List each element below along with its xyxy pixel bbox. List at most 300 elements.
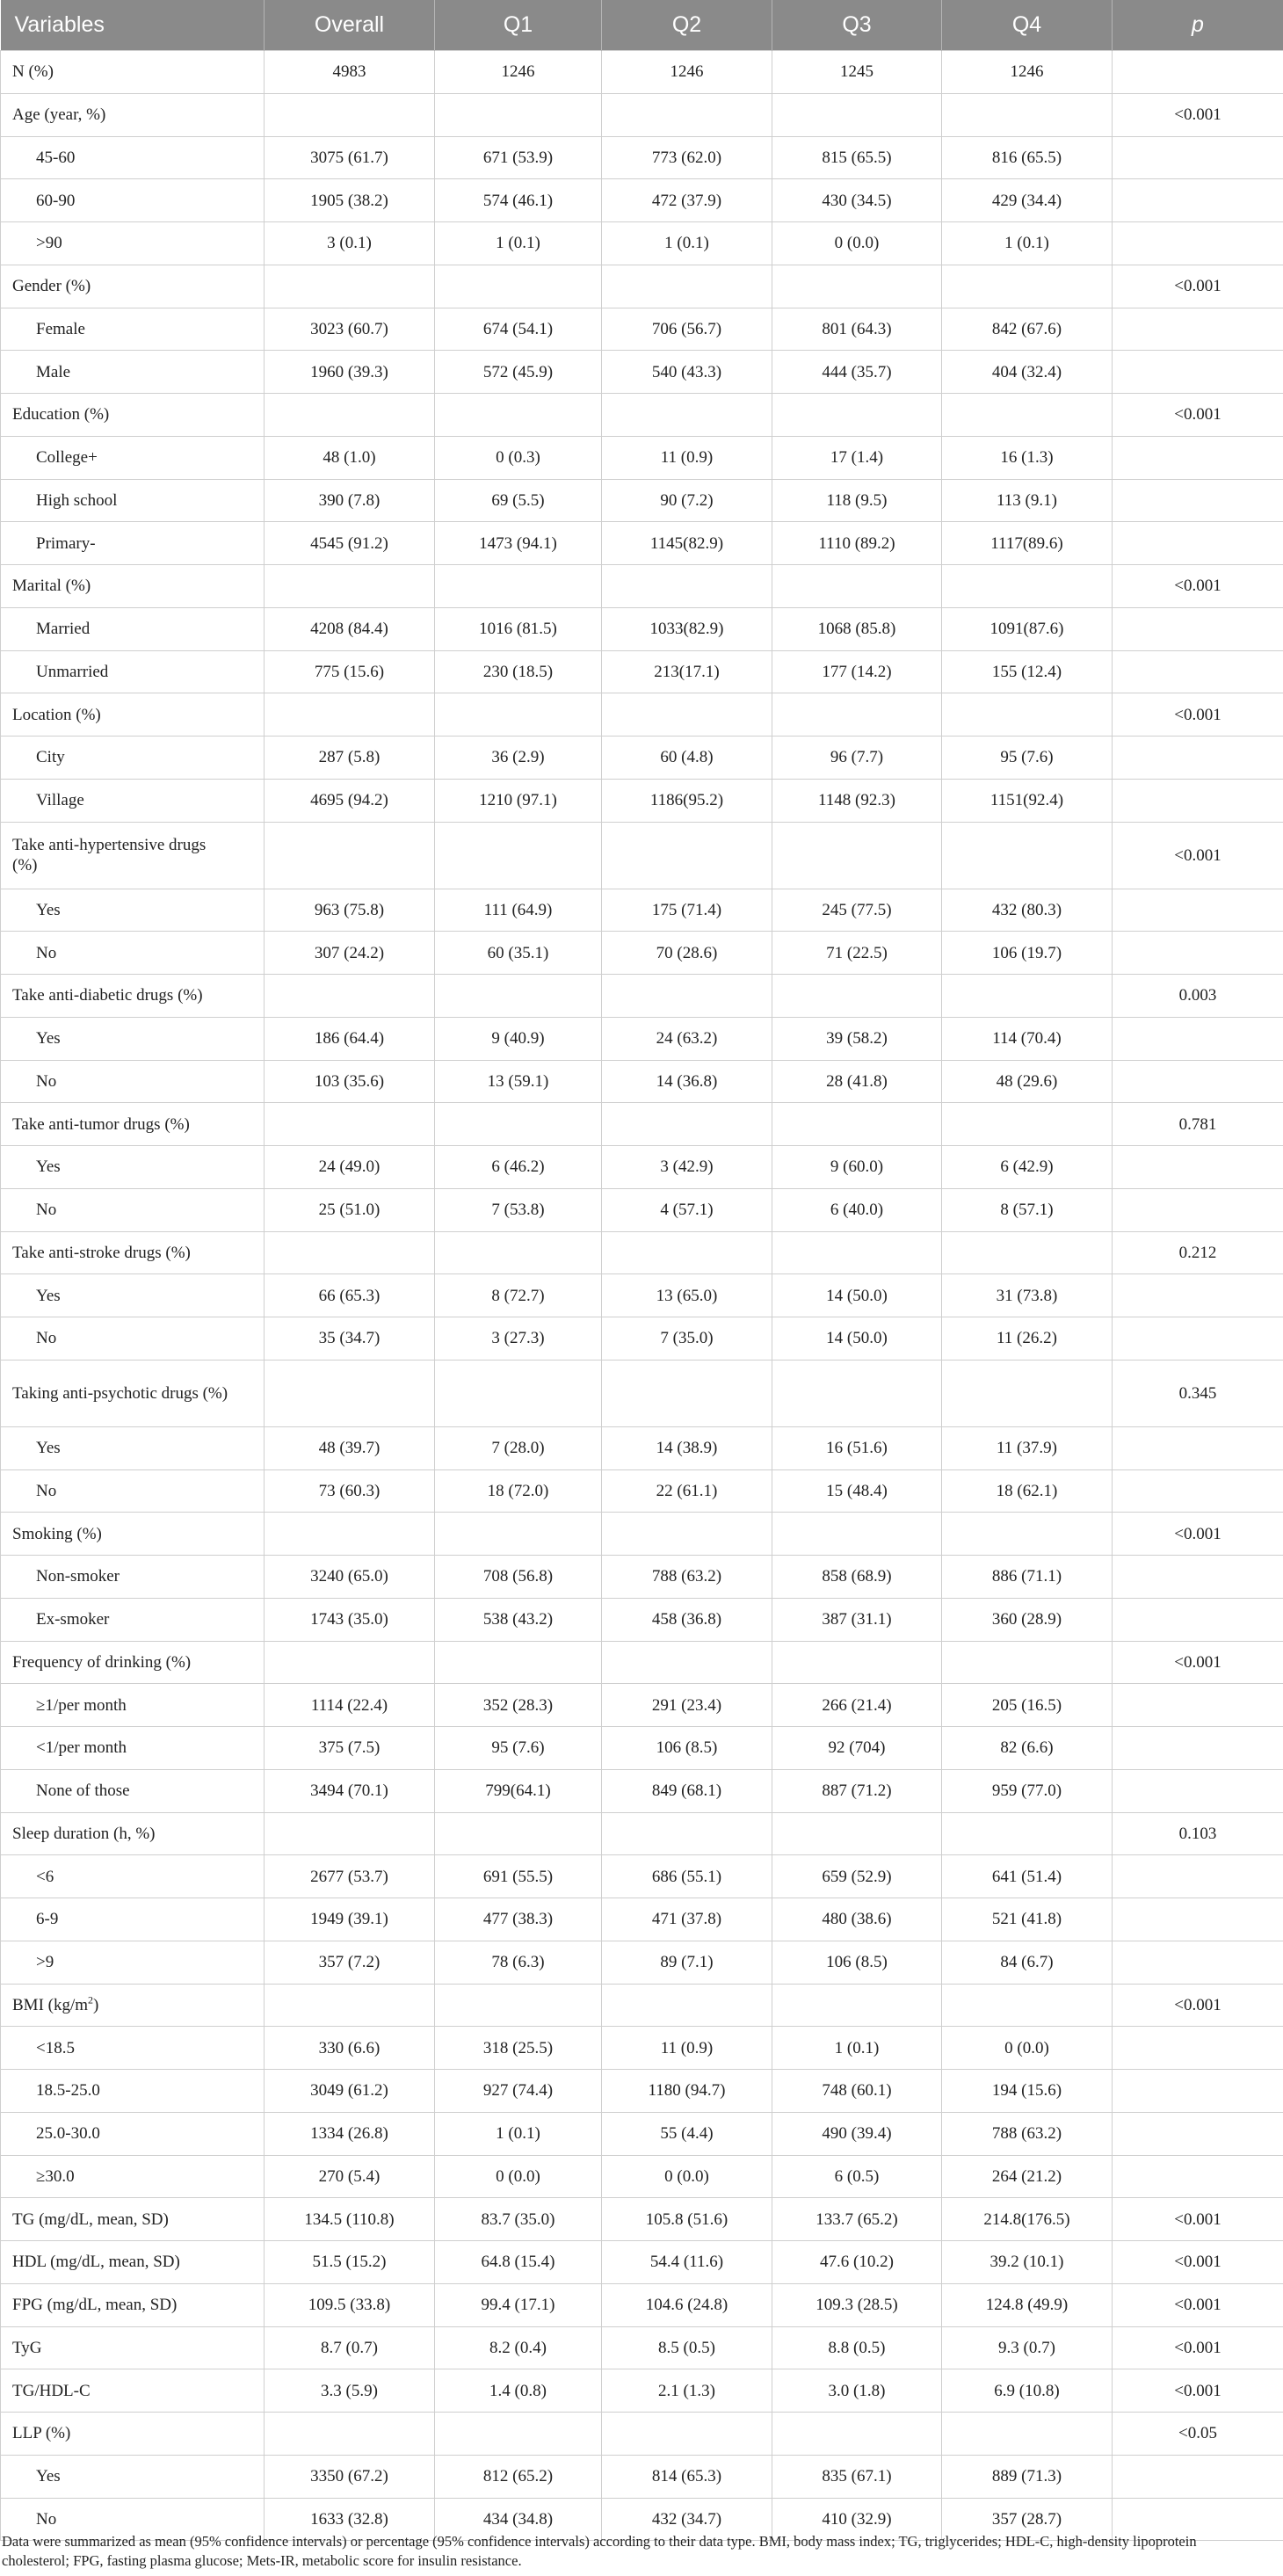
cell-q4: 106 (19.7) (942, 932, 1113, 975)
cell-overall: 66 (65.3) (265, 1274, 435, 1317)
cell-q2: 2.1 (1.3) (602, 2369, 772, 2413)
row-label (1, 1360, 265, 1426)
cell-p (1113, 1769, 1283, 1812)
cell-q4: 48 (29.6) (942, 1060, 1113, 1103)
table-row (1, 1103, 1283, 1146)
cell-q4 (942, 1513, 1113, 1556)
table-row (1, 1360, 1283, 1426)
cell-q1: 7 (28.0) (435, 1426, 602, 1469)
table-row (1, 1855, 1283, 1898)
cell-overall: 3350 (67.2) (265, 2455, 435, 2498)
row-label (1, 1060, 265, 1103)
table-row (1, 2027, 1283, 2070)
cell-p: <0.001 (1113, 1513, 1283, 1556)
cell-q1: 799(64.1) (435, 1769, 602, 1812)
cell-overall (265, 1984, 435, 2027)
cell-q1 (435, 265, 602, 308)
cell-q3: 410 (32.9) (772, 2498, 942, 2541)
cell-q3: 96 (7.7) (772, 737, 942, 780)
header-q2: Q2 (602, 0, 772, 51)
table-row (1, 1231, 1283, 1274)
cell-p (1113, 1274, 1283, 1317)
cell-q4 (942, 93, 1113, 136)
cell-p (1113, 2027, 1283, 2070)
cell-p: <0.001 (1113, 2326, 1283, 2369)
cell-overall: 357 (7.2) (265, 1941, 435, 1984)
row-label-text: LLP (%) (12, 2424, 71, 2443)
cell-overall: 1114 (22.4) (265, 1684, 435, 1727)
cell-p (1113, 2155, 1283, 2198)
cell-q1: 927 (74.4) (435, 2070, 602, 2113)
row-label-text: ≥30.0 (36, 2166, 75, 2186)
row-label (1, 1146, 265, 1189)
cell-p (1113, 2112, 1283, 2155)
cell-q1: 572 (45.9) (435, 351, 602, 394)
cell-q4: 1246 (942, 51, 1113, 94)
cell-q1: 8 (72.7) (435, 1274, 602, 1317)
cell-p: <0.001 (1113, 265, 1283, 308)
cell-p: <0.001 (1113, 2198, 1283, 2241)
cell-q4: 194 (15.6) (942, 2070, 1113, 2113)
cell-q1: 538 (43.2) (435, 1598, 602, 1641)
row-label-text: Education (%) (12, 405, 110, 424)
row-label (1, 51, 265, 94)
cell-q1: 99.4 (17.1) (435, 2283, 602, 2326)
cell-q2 (602, 93, 772, 136)
row-label-text: No (36, 943, 57, 962)
row-label (1, 693, 265, 737)
row-label (1, 222, 265, 265)
row-label-text: Sleep duration (h, %) (12, 1824, 156, 1843)
cell-q2 (602, 2413, 772, 2456)
cell-q2: 60 (4.8) (602, 737, 772, 780)
table-body (1, 51, 1283, 2541)
cell-q2: 105.8 (51.6) (602, 2198, 772, 2241)
row-label-text: Take anti-tumor drugs (%) (12, 1114, 190, 1134)
cell-p (1113, 51, 1283, 94)
cell-p (1113, 1855, 1283, 1898)
cell-q4: 1151(92.4) (942, 779, 1113, 822)
row-label (1, 436, 265, 479)
row-label (1, 779, 265, 822)
row-label-text: No (36, 1329, 57, 1348)
cell-q1: 78 (6.3) (435, 1941, 602, 1984)
row-label-text: 6-9 (36, 1910, 59, 1929)
cell-q3 (772, 975, 942, 1018)
header-q4: Q4 (942, 0, 1113, 51)
row-label (1, 737, 265, 780)
cell-q4: 0 (0.0) (942, 2027, 1113, 2070)
table-row (1, 1469, 1283, 1513)
cell-q3: 177 (14.2) (772, 650, 942, 693)
cell-q4: 16 (1.3) (942, 436, 1113, 479)
cell-q3: 133.7 (65.2) (772, 2198, 942, 2241)
cell-q3: 245 (77.5) (772, 889, 942, 932)
cell-overall: 2677 (53.7) (265, 1855, 435, 1898)
row-label (1, 1598, 265, 1641)
row-label (1, 822, 265, 889)
cell-q4: 788 (63.2) (942, 2112, 1113, 2155)
cell-q4: 214.8(176.5) (942, 2198, 1113, 2241)
row-label-text: Married (36, 620, 91, 639)
cell-q2: 3 (42.9) (602, 1146, 772, 1189)
table-row (1, 1684, 1283, 1727)
cell-q3 (772, 265, 942, 308)
cell-q3: 14 (50.0) (772, 1274, 942, 1317)
row-label (1, 2413, 265, 2456)
cell-q1: 1016 (81.5) (435, 607, 602, 650)
header-q1: Q1 (435, 0, 602, 51)
table-row (1, 932, 1283, 975)
cell-p (1113, 737, 1283, 780)
table-row (1, 1812, 1283, 1855)
row-label-text: City (36, 748, 65, 767)
cell-overall (265, 394, 435, 437)
row-label (1, 136, 265, 179)
cell-q3: 92 (704) (772, 1727, 942, 1770)
cell-overall: 24 (49.0) (265, 1146, 435, 1189)
row-label (1, 932, 265, 975)
row-label-text: Village (36, 791, 84, 810)
cell-overall: 1633 (32.8) (265, 2498, 435, 2541)
cell-q4: 95 (7.6) (942, 737, 1113, 780)
cell-q1: 318 (25.5) (435, 2027, 602, 2070)
table-row (1, 1188, 1283, 1231)
cell-q2 (602, 1984, 772, 2027)
cell-q3 (772, 1812, 942, 1855)
cell-q4: 889 (71.3) (942, 2455, 1113, 2498)
cell-q4: 360 (28.9) (942, 1598, 1113, 1641)
cell-q3: 47.6 (10.2) (772, 2241, 942, 2284)
cell-overall: 1960 (39.3) (265, 351, 435, 394)
row-label (1, 1513, 265, 1556)
table-row (1, 1898, 1283, 1941)
table-row (1, 1317, 1283, 1361)
cell-q1: 36 (2.9) (435, 737, 602, 780)
row-label (1, 2283, 265, 2326)
row-label (1, 308, 265, 351)
cell-q4: 1117(89.6) (942, 522, 1113, 565)
row-label (1, 1188, 265, 1231)
table-row (1, 1017, 1283, 1060)
cell-p (1113, 436, 1283, 479)
cell-p (1113, 889, 1283, 932)
cell-overall: 3049 (61.2) (265, 2070, 435, 2113)
cell-q3 (772, 1513, 942, 1556)
row-label-text: Primary- (36, 533, 96, 553)
cell-q2: 14 (38.9) (602, 1426, 772, 1469)
cell-overall: 73 (60.3) (265, 1469, 435, 1513)
cell-p: <0.001 (1113, 822, 1283, 889)
cell-q4 (942, 1360, 1113, 1426)
cell-p: <0.001 (1113, 2283, 1283, 2326)
cell-q2: 540 (43.3) (602, 351, 772, 394)
cell-q2: 90 (7.2) (602, 479, 772, 522)
row-label (1, 1469, 265, 1513)
row-label (1, 2112, 265, 2155)
cell-q1 (435, 1360, 602, 1426)
row-label-text: TG/HDL-C (12, 2381, 91, 2400)
cell-q4: 6 (42.9) (942, 1146, 1113, 1189)
cell-p (1113, 1898, 1283, 1941)
row-label-text: None of those (36, 1781, 130, 1801)
cell-q4: 357 (28.7) (942, 2498, 1113, 2541)
row-label (1, 2198, 265, 2241)
table-row (1, 2413, 1283, 2456)
row-label (1, 1727, 265, 1770)
cell-q2: 686 (55.1) (602, 1855, 772, 1898)
cell-q1 (435, 1984, 602, 2027)
row-label-text: 18.5-25.0 (36, 2081, 100, 2101)
row-label-text: <18.5 (36, 2038, 75, 2057)
cell-p (1113, 351, 1283, 394)
row-label-text: Ex-smoker (36, 1610, 110, 1629)
cell-q1 (435, 1812, 602, 1855)
table-row (1, 1513, 1283, 1556)
row-label-text: ≥1/per month (36, 1695, 127, 1715)
cell-q4: 1091(87.6) (942, 607, 1113, 650)
cell-q1: 671 (53.9) (435, 136, 602, 179)
cell-p: 0.781 (1113, 1103, 1283, 1146)
row-label-text: Yes (36, 900, 61, 919)
cell-q2: 471 (37.8) (602, 1898, 772, 1941)
row-label (1, 1231, 265, 1274)
header-overall: Overall (265, 0, 435, 51)
row-label-text: Gender (%) (12, 277, 91, 296)
cell-q4: 124.8 (49.9) (942, 2283, 1113, 2326)
row-label (1, 2326, 265, 2369)
cell-q4 (942, 975, 1113, 1018)
cell-q2: 8.5 (0.5) (602, 2326, 772, 2369)
cell-p: <0.001 (1113, 565, 1283, 608)
row-label (1, 565, 265, 608)
cell-p: <0.001 (1113, 93, 1283, 136)
table-row (1, 1556, 1283, 1599)
cell-q4: 18 (62.1) (942, 1469, 1113, 1513)
table-row (1, 522, 1283, 565)
row-label-text: Yes (36, 1157, 61, 1177)
cell-q2: 788 (63.2) (602, 1556, 772, 1599)
cell-q4: 521 (41.8) (942, 1898, 1113, 1941)
cell-p: <0.001 (1113, 2369, 1283, 2413)
row-label (1, 394, 265, 437)
table-row (1, 2112, 1283, 2155)
cell-q1: 1246 (435, 51, 602, 94)
table-row (1, 1941, 1283, 1984)
cell-p: <0.001 (1113, 1984, 1283, 2027)
cell-q4 (942, 565, 1113, 608)
cell-q2: 291 (23.4) (602, 1684, 772, 1727)
cell-q2: 1246 (602, 51, 772, 94)
row-label (1, 2455, 265, 2498)
cell-p: <0.001 (1113, 693, 1283, 737)
cell-q1 (435, 2413, 602, 2456)
cell-p (1113, 222, 1283, 265)
cell-q2: 175 (71.4) (602, 889, 772, 932)
cell-q2: 13 (65.0) (602, 1274, 772, 1317)
cell-overall: 963 (75.8) (265, 889, 435, 932)
cell-q4: 641 (51.4) (942, 1855, 1113, 1898)
cell-q4: 264 (21.2) (942, 2155, 1113, 2198)
cell-q2: 472 (37.9) (602, 179, 772, 222)
cell-q2: 706 (56.7) (602, 308, 772, 351)
cell-q1: 69 (5.5) (435, 479, 602, 522)
cell-p (1113, 1556, 1283, 1599)
cell-overall: 270 (5.4) (265, 2155, 435, 2198)
row-label (1, 889, 265, 932)
cell-p (1113, 779, 1283, 822)
cell-q2: 1180 (94.7) (602, 2070, 772, 2113)
cell-q1: 0 (0.3) (435, 436, 602, 479)
cell-overall (265, 93, 435, 136)
cell-p (1113, 1188, 1283, 1231)
cell-p (1113, 1017, 1283, 1060)
row-label (1, 1855, 265, 1898)
cell-p (1113, 1727, 1283, 1770)
row-label-text: >90 (36, 234, 62, 253)
cell-q4 (942, 1812, 1113, 1855)
cell-q3: 835 (67.1) (772, 2455, 942, 2498)
cell-q3: 3.0 (1.8) (772, 2369, 942, 2413)
cell-overall (265, 265, 435, 308)
cell-overall: 35 (34.7) (265, 1317, 435, 1361)
cell-q4: 404 (32.4) (942, 351, 1113, 394)
table-row (1, 1769, 1283, 1812)
cell-overall (265, 822, 435, 889)
cell-p: <0.001 (1113, 1641, 1283, 1684)
cell-overall (265, 975, 435, 1018)
row-label (1, 2369, 265, 2413)
cell-overall: 25 (51.0) (265, 1188, 435, 1231)
cell-q4: 6.9 (10.8) (942, 2369, 1113, 2413)
cell-q3: 748 (60.1) (772, 2070, 942, 2113)
table-row (1, 693, 1283, 737)
cell-overall: 4545 (91.2) (265, 522, 435, 565)
cell-q1: 230 (18.5) (435, 650, 602, 693)
cell-q4: 11 (26.2) (942, 1317, 1113, 1361)
row-label-text: Take anti-diabetic drugs (%) (12, 986, 203, 1005)
row-label (1, 1898, 265, 1941)
cell-q2: 849 (68.1) (602, 1769, 772, 1812)
cell-p (1113, 2455, 1283, 2498)
table-row (1, 2283, 1283, 2326)
cell-q1: 111 (64.9) (435, 889, 602, 932)
cell-p (1113, 2070, 1283, 2113)
cell-overall: 51.5 (15.2) (265, 2241, 435, 2284)
row-label-text: Location (%) (12, 705, 101, 724)
cell-q2: 106 (8.5) (602, 1727, 772, 1770)
cell-overall: 3023 (60.7) (265, 308, 435, 351)
cell-q2: 0 (0.0) (602, 2155, 772, 2198)
row-label-text: Female (36, 319, 85, 338)
cell-overall: 1905 (38.2) (265, 179, 435, 222)
cell-p (1113, 479, 1283, 522)
cell-q1: 8.2 (0.4) (435, 2326, 602, 2369)
cell-q4: 9.3 (0.7) (942, 2326, 1113, 2369)
cell-p (1113, 1684, 1283, 1727)
table-row (1, 308, 1283, 351)
row-label-text: Male (36, 362, 71, 381)
cell-q4: 816 (65.5) (942, 136, 1113, 179)
row-label (1, 1684, 265, 1727)
cell-q4 (942, 2413, 1113, 2456)
cell-overall (265, 693, 435, 737)
cell-q3: 659 (52.9) (772, 1855, 942, 1898)
cell-q2 (602, 693, 772, 737)
row-label-text: Age (year, %) (12, 105, 106, 125)
row-label-text: HDL (mg/dL, mean, SD) (12, 2253, 180, 2272)
table-row (1, 607, 1283, 650)
cell-p: 0.212 (1113, 1231, 1283, 1274)
cell-q1 (435, 93, 602, 136)
cell-q1: 434 (34.8) (435, 2498, 602, 2541)
cell-q1: 13 (59.1) (435, 1060, 602, 1103)
cell-q1: 1473 (94.1) (435, 522, 602, 565)
cell-q4 (942, 1641, 1113, 1684)
cell-q2 (602, 565, 772, 608)
cell-overall (265, 2413, 435, 2456)
cell-q4: 155 (12.4) (942, 650, 1113, 693)
row-label (1, 1274, 265, 1317)
row-label-text: Take anti-hypertensive drugs (%) (12, 836, 207, 874)
cell-q2 (602, 1231, 772, 1274)
cell-q4: 114 (70.4) (942, 1017, 1113, 1060)
cell-q3 (772, 1360, 942, 1426)
row-label-text: <6 (36, 1867, 54, 1886)
row-label-text: High school (36, 490, 118, 510)
cell-overall: 103 (35.6) (265, 1060, 435, 1103)
cell-overall: 48 (1.0) (265, 436, 435, 479)
table-row (1, 889, 1283, 932)
cell-q1: 1 (0.1) (435, 222, 602, 265)
cell-q1: 6 (46.2) (435, 1146, 602, 1189)
cell-q2 (602, 1103, 772, 1146)
cell-q2: 89 (7.1) (602, 1941, 772, 1984)
cell-q4 (942, 394, 1113, 437)
cell-p: <0.05 (1113, 2413, 1283, 2456)
cell-q1 (435, 822, 602, 889)
cell-q3: 430 (34.5) (772, 179, 942, 222)
row-label (1, 93, 265, 136)
cell-q4 (942, 1231, 1113, 1274)
table-row (1, 1060, 1283, 1103)
cell-q3 (772, 1231, 942, 1274)
cell-q1: 0 (0.0) (435, 2155, 602, 2198)
table-row (1, 1598, 1283, 1641)
table-row (1, 51, 1283, 94)
cell-q2: 7 (35.0) (602, 1317, 772, 1361)
cell-q4 (942, 265, 1113, 308)
cell-q3 (772, 1103, 942, 1146)
cell-q3: 0 (0.0) (772, 222, 942, 265)
cell-p (1113, 308, 1283, 351)
cell-q3: 16 (51.6) (772, 1426, 942, 1469)
cell-q3 (772, 394, 942, 437)
row-label-text: TG (mg/dL, mean, SD) (12, 2210, 169, 2229)
cell-q3 (772, 1641, 942, 1684)
cell-q1: 1 (0.1) (435, 2112, 602, 2155)
cell-p: 0.003 (1113, 975, 1283, 1018)
cell-q4: 205 (16.5) (942, 1684, 1113, 1727)
header-q3: Q3 (772, 0, 942, 51)
row-label-text: 60-90 (36, 191, 76, 210)
cell-q1: 9 (40.9) (435, 1017, 602, 1060)
cell-q3: 801 (64.3) (772, 308, 942, 351)
cell-overall: 48 (39.7) (265, 1426, 435, 1469)
cell-q3: 8.8 (0.5) (772, 2326, 942, 2369)
row-label-text: 45-60 (36, 148, 76, 167)
cell-q4: 11 (37.9) (942, 1426, 1113, 1469)
